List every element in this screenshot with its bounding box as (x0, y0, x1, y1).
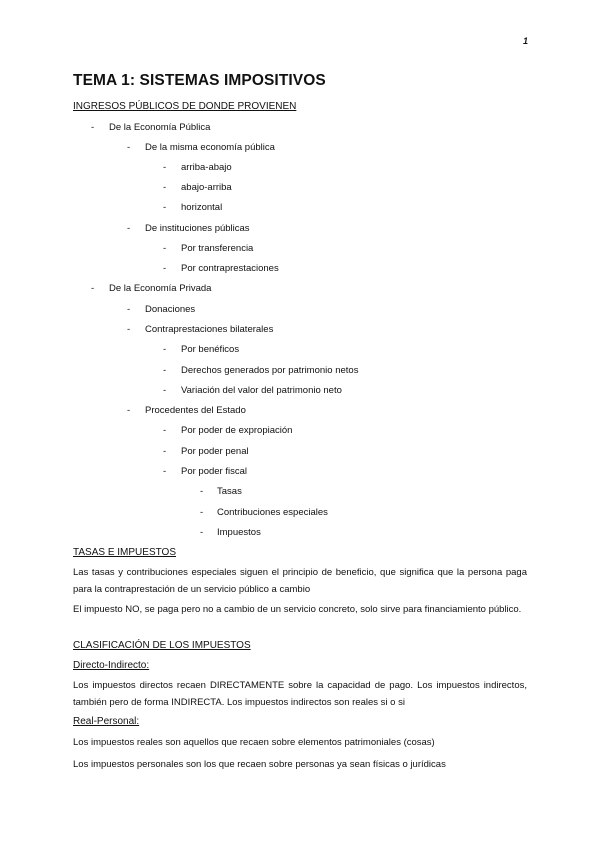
list-item-text: De la Economía Pública (109, 122, 211, 133)
list-item-text: Contribuciones especiales (217, 507, 328, 518)
bullet-dash: - (127, 324, 131, 335)
bullet-dash: - (91, 122, 95, 133)
list-item-text: Contraprestaciones bilaterales (145, 324, 274, 335)
list-item-text: De la Economía Privada (109, 283, 212, 294)
list-item-text: abajo-arriba (181, 182, 232, 193)
paragraph: El impuesto NO, se paga pero no a cambio de un servicio concreto, solo sirve para financiamiento público. (73, 604, 522, 615)
paragraph: Las tasas y contribuciones especiales siguen el principio de beneficio, que significa que la persona paga para la contraprestación de un servicio público a cambio (73, 567, 527, 595)
bullet-dash: - (127, 223, 131, 234)
bullet-dash: - (91, 283, 95, 294)
list-item-text: Por benéficos (181, 344, 240, 355)
list-item-text: horizontal (181, 202, 223, 213)
list-item-text: Por poder penal (181, 446, 249, 457)
subheading-real-personal: Real-Personal: (73, 716, 140, 727)
list-item-text: Por poder fiscal (181, 466, 248, 477)
page-number: 1 (522, 36, 528, 46)
list-item-text: De la misma economía pública (145, 142, 275, 153)
bullet-dash: - (163, 365, 167, 376)
list-item-text: Por transferencia (181, 243, 254, 254)
list-item-text: Por poder de expropiación (181, 425, 293, 436)
bullet-dash: - (163, 243, 167, 254)
paragraph: Los impuestos directos recaen DIRECTAMENTE sobre la capacidad de pago. Los impuestos indirectos, también pero de forma INDIRECTA. Los impuestos indirectos son reales si o si (73, 680, 527, 708)
list-item-text: De instituciones públicas (145, 223, 250, 234)
list-item-text: Procedentes del Estado (145, 405, 246, 416)
page-title: TEMA 1: SISTEMAS IMPOSITIVOS (73, 72, 326, 89)
bullet-dash: - (200, 527, 204, 538)
list-item-text: Por contraprestaciones (181, 263, 279, 274)
bullet-dash: - (163, 344, 167, 355)
list-item-text: Derechos generados por patrimonio netos (181, 365, 359, 376)
bullet-dash: - (163, 385, 167, 396)
paragraph: Los impuestos personales son los que recaen sobre personas ya sean físicas o jurídicas (73, 759, 446, 770)
bullet-dash: - (163, 446, 167, 457)
bullet-dash: - (163, 466, 167, 477)
bullet-dash: - (163, 263, 167, 274)
subheading-directo-indirecto: Directo-Indirecto: (73, 660, 150, 671)
bullet-dash: - (200, 507, 204, 518)
list-item-text: Donaciones (145, 304, 196, 315)
list-item-text: Impuestos (217, 527, 261, 538)
paragraph: Los impuestos reales son aquellos que recaen sobre elementos patrimoniales (cosas) (73, 737, 435, 748)
section-heading-clasificacion: CLASIFICACIÓN DE LOS IMPUESTOS (73, 640, 251, 651)
bullet-dash: - (163, 162, 167, 173)
bullet-dash: - (163, 425, 167, 436)
list-item-text: arriba-abajo (181, 162, 232, 173)
list-item-text: Tasas (217, 486, 242, 497)
bullet-dash: - (127, 405, 131, 416)
bullet-dash: - (127, 142, 131, 153)
bullet-dash: - (127, 304, 131, 315)
bullet-dash: - (163, 182, 167, 193)
section-heading-ingresos: INGRESOS PÚBLICOS DE DONDE PROVIENEN (73, 101, 297, 112)
bullet-dash: - (200, 486, 204, 497)
list-item-text: Variación del valor del patrimonio neto (181, 385, 342, 396)
section-heading-tasas: TASAS E IMPUESTOS (73, 547, 176, 558)
bullet-dash: - (163, 202, 167, 213)
